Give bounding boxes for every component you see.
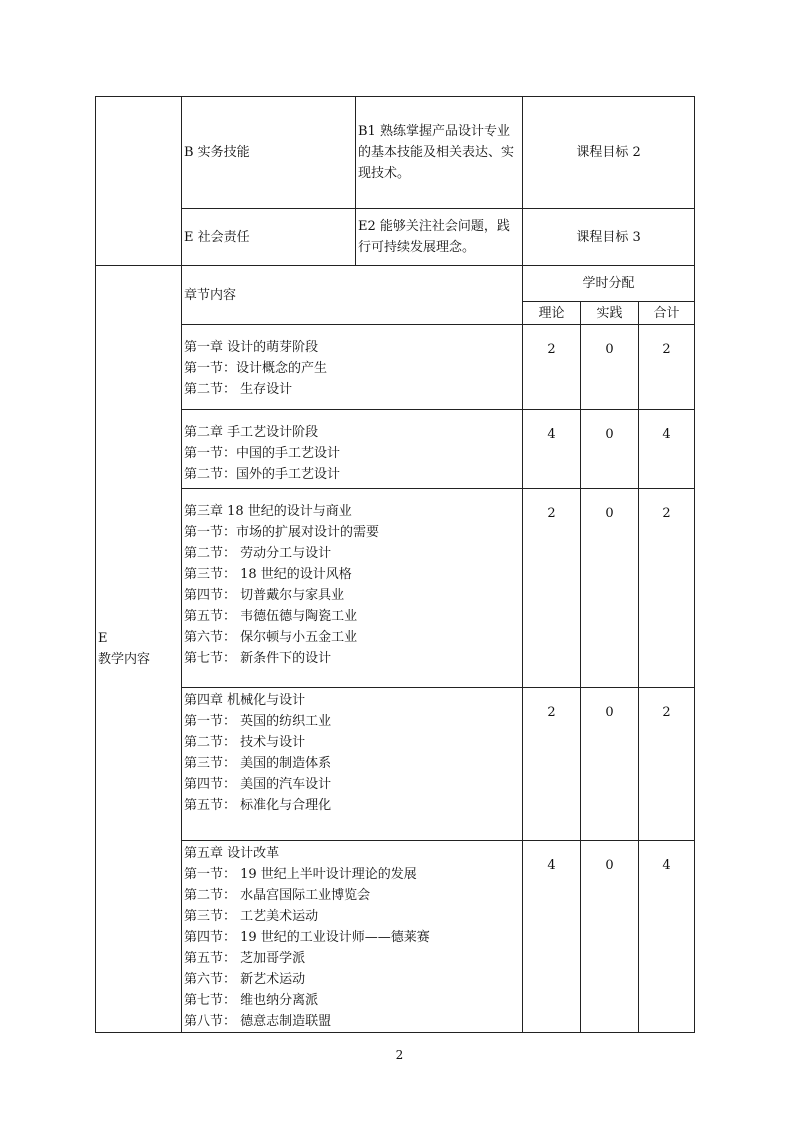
theory-hours: 2 (523, 489, 581, 688)
hours-header-row (96, 266, 695, 302)
teaching-label-code: E (98, 631, 108, 646)
total-hours: 2 (639, 489, 695, 688)
section-line: 第三节： 工艺美术运动 (184, 909, 319, 924)
chapter-content (182, 325, 523, 410)
chapter-content (182, 841, 523, 1033)
section-line: 第四节： 美国的汽车设计 (184, 777, 332, 792)
chapter-title: 第一章 设计的萌芽阶段 (184, 340, 319, 355)
section-line: 第三节： 美国的制造体系 (184, 756, 332, 771)
objective-goal: 课程目标 2 (523, 97, 695, 209)
theory-hours: 2 (523, 688, 581, 841)
chapter-row (96, 325, 695, 410)
section-line: 第二节： 生存设计 (184, 382, 293, 397)
total-hours: 2 (639, 325, 695, 410)
section-line: 第七节： 维也纳分离派 (184, 993, 319, 1008)
teaching-label-text: 教学内容 (98, 652, 151, 667)
chapter-row (96, 688, 695, 841)
section-line: 第一节：市场的扩展对设计的需要 (184, 525, 380, 540)
theory-hours: 4 (523, 841, 581, 1033)
section-line: 第二节：国外的手工艺设计 (184, 467, 341, 482)
chapter-content-header: 章节内容 (182, 266, 523, 325)
theory-header: 理论 (523, 302, 581, 325)
chapter-content (182, 410, 523, 489)
practice-hours: 0 (581, 841, 639, 1033)
practice-hours: 0 (581, 410, 639, 489)
chapter-title: 第二章 手工艺设计阶段 (184, 425, 319, 440)
theory-hours: 4 (523, 410, 581, 489)
section-line: 第二节： 技术与设计 (184, 735, 306, 750)
section-line: 第七节： 新条件下的设计 (184, 651, 332, 666)
objective-row (96, 209, 695, 266)
section-line: 第六节： 保尔顿与小五金工业 (184, 630, 358, 645)
section-line: 第三节： 18 世纪的设计风格 (184, 567, 352, 582)
theory-hours: 2 (523, 325, 581, 410)
empty-cell (96, 97, 182, 266)
practice-hours: 0 (581, 325, 639, 410)
total-header: 合计 (639, 302, 695, 325)
section-line: 第二节： 水晶宫国际工业博览会 (184, 888, 371, 903)
total-hours: 2 (639, 688, 695, 841)
section-line: 第六节： 新艺术运动 (184, 972, 306, 987)
objective-category: E 社会责任 (182, 209, 356, 266)
section-line: 第一节： 英国的纺织工业 (184, 714, 332, 729)
section-line: 第八节： 德意志制造联盟 (184, 1014, 332, 1029)
practice-hours: 0 (581, 489, 639, 688)
section-line: 第五节： 标准化与合理化 (184, 798, 332, 813)
objective-category: B 实务技能 (182, 97, 356, 209)
chapter-content (182, 688, 523, 841)
total-hours: 4 (639, 410, 695, 489)
chapter-title: 第三章 18 世纪的设计与商业 (184, 504, 352, 519)
objective-row (96, 97, 695, 209)
objective-requirement: B1 熟练掌握产品设计专业的基本技能及相关表达、实现技术。 (356, 97, 523, 209)
teaching-content-label (96, 266, 182, 1033)
chapter-title: 第五章 设计改革 (184, 846, 280, 861)
practice-header: 实践 (581, 302, 639, 325)
chapter-title: 第四章 机械化与设计 (184, 693, 306, 708)
section-line: 第五节： 芝加哥学派 (184, 951, 306, 966)
objective-goal: 课程目标 3 (523, 209, 695, 266)
total-hours: 4 (639, 841, 695, 1033)
section-line: 第四节： 19 世纪的工业设计师——德莱赛 (184, 930, 430, 945)
practice-hours: 0 (581, 688, 639, 841)
section-line: 第五节： 韦德伍德与陶瓷工业 (184, 609, 358, 624)
hours-allocation-header: 学时分配 (523, 266, 695, 302)
chapter-row (96, 841, 695, 1033)
chapter-content (182, 489, 523, 688)
section-line: 第一节：中国的手工艺设计 (184, 446, 341, 461)
page-number: 2 (395, 1048, 404, 1062)
section-line: 第二节： 劳动分工与设计 (184, 546, 332, 561)
syllabus-table (95, 96, 695, 1033)
objective-requirement: E2 能够关注社会问题，践行可持续发展理念。 (356, 209, 523, 266)
section-line: 第一节： 19 世纪上半叶设计理论的发展 (184, 867, 417, 882)
section-line: 第一节：设计概念的产生 (184, 361, 328, 376)
chapter-row (96, 489, 695, 688)
chapter-row (96, 410, 695, 489)
section-line: 第四节： 切普戴尔与家具业 (184, 588, 345, 603)
